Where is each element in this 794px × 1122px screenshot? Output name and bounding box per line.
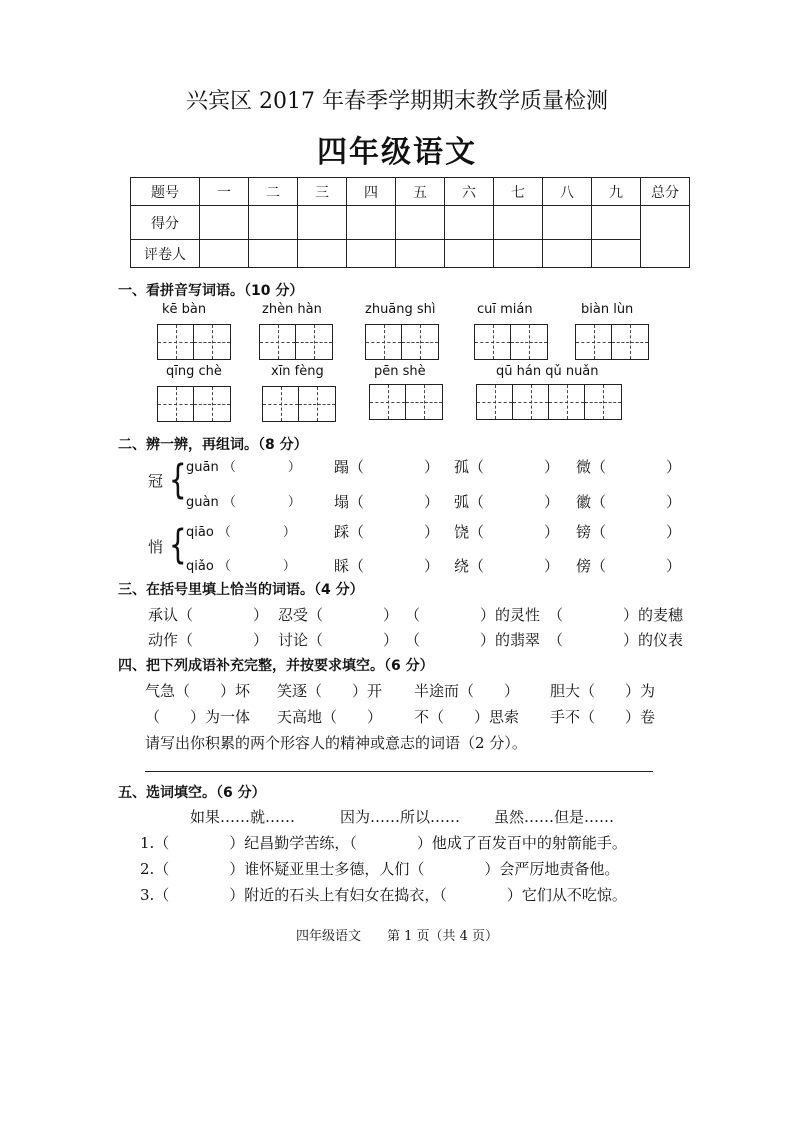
score-cell [249,206,298,240]
word-option: 虽然……但是…… [494,808,615,826]
writing-grid [157,324,231,360]
pinyin-label: biàn lùn [581,302,634,317]
score-cell [298,240,347,268]
score-cell [347,240,396,268]
brace-icon: { [168,522,187,568]
score-header-cell: 一 [200,178,249,206]
choice-item: 镑（ ） [576,523,682,541]
section5-heading: 五、选词填空。（6 分） [118,785,266,801]
score-cell [200,240,249,268]
score-cell [249,240,298,268]
choice-item: 饶（ ） [454,523,560,541]
page-footer: 四年级语文 第 1 页（共 4 页） [295,929,499,944]
brace-icon: { [168,457,187,503]
score-cell [445,240,494,268]
writing-grid [474,324,548,360]
total-score-cell [641,206,690,268]
score-cell [592,206,641,240]
section2-heading: 二、辨一辨，再组词。（8 分） [118,437,308,453]
pinyin-label: kē bàn [162,302,207,317]
score-cell [543,240,592,268]
fill-item: 承认（ ） [148,606,269,624]
score-header-cell: 三 [298,178,347,206]
choice-item: 弧（ ） [454,493,560,511]
section4-prompt: 请写出你积累的两个形容人的精神或意志的词语（2 分）。 [145,734,527,752]
score-cell [494,206,543,240]
pinyin-label: cuī mián [477,302,533,317]
writing-grid [369,384,443,420]
choice-item: 徽（ ） [576,493,682,511]
score-table [130,177,690,268]
score-cell [494,240,543,268]
choice-item: guān （ ） [186,460,301,475]
pinyin-label: zhuāng shì [365,302,436,317]
answer-line [145,771,653,772]
choice-item: 蹋（ ） [334,458,440,476]
sentence-item: 2.（ ）谁怀疑亚里士多德，人们（ ）会严厉地责备他。 [140,860,620,878]
fill-item: 忍受（ ） [278,606,399,624]
score-header-cell: 总分 [641,178,690,206]
idiom-item: 气急（ ）坏 [145,682,251,700]
sentence-item: 3.（ ）附近的石头上有妇女在捣衣，（ ）它们从不吃惊。 [140,886,627,904]
score-header-cell: 二 [249,178,298,206]
writing-grid [262,386,336,422]
choice-item: 塌（ ） [334,493,440,511]
subject-title: 四年级语文 [317,135,477,170]
fill-item: （ ）的翡翠 [405,631,541,649]
score-cell [396,240,445,268]
pinyin-label: pēn shè [374,364,426,379]
writing-grid [259,324,333,360]
writing-grid [365,324,439,360]
idiom-item: 半途而（ ） [414,682,520,700]
score-header-cell: 题号 [131,178,200,206]
idiom-item: （ ）为一体 [145,708,251,726]
score-cell [543,206,592,240]
idiom-item: 不（ ）思索 [414,708,520,726]
score-header-cell: 四 [347,178,396,206]
choice-item: 傍（ ） [576,557,682,575]
fill-item: 动作（ ） [148,631,269,649]
base-char: 冠 [148,472,164,490]
fill-item: （ ）的灵性 [405,606,541,624]
base-char: 悄 [148,538,164,556]
score-cell [347,206,396,240]
choice-item: qiāo （ ） [186,525,296,540]
idiom-item: 笑逐（ ）开 [277,682,383,700]
idiom-item: 胆大（ ）为 [550,682,656,700]
score-header-cell: 六 [445,178,494,206]
choice-item: qiǎo （ ） [186,559,296,574]
fill-item: （ ）的仪表 [548,631,684,649]
word-option: 因为……所以…… [340,808,461,826]
writing-grid [575,324,649,360]
pinyin-label: zhèn hàn [262,302,322,317]
idiom-item: 手不（ ）卷 [550,708,656,726]
choice-item: 孤（ ） [454,458,560,476]
score-header-cell: 七 [494,178,543,206]
score-header-cell: 八 [543,178,592,206]
score-row-label: 评卷人 [131,240,200,268]
fill-item: （ ）的麦穗 [548,606,684,624]
writing-grid [157,386,231,422]
word-option: 如果……就…… [190,808,296,826]
fill-item: 讨论（ ） [278,631,399,649]
choice-item: 踩（ ） [334,523,440,541]
score-cell [396,206,445,240]
choice-item: guàn （ ） [186,495,301,510]
pinyin-label: qū hán qǔ nuǎn [496,364,599,379]
score-row-label: 得分 [131,206,200,240]
idiom-item: 天高地（ ） [277,708,383,726]
score-header-cell: 九 [592,178,641,206]
section3-heading: 三、在括号里填上恰当的词语。（4 分） [118,582,364,598]
score-cell [592,240,641,268]
pinyin-label: qīng chè [166,364,222,379]
section4-heading: 四、把下列成语补充完整，并按要求填空。（6 分） [118,658,434,674]
choice-item: 绕（ ） [454,557,560,575]
section1-heading: 一、看拼音写词语。（10 分） [118,283,304,299]
writing-grid [476,384,622,420]
score-header-cell: 五 [396,178,445,206]
exam-title: 兴宾区 2017 年春季学期期末教学质量检测 [186,89,608,114]
pinyin-label: xīn fèng [271,364,324,379]
score-cell [298,206,347,240]
choice-item: 微（ ） [576,458,682,476]
sentence-item: 1.（ ）纪昌勤学苦练，（ ）他成了百发百中的射箭能手。 [140,834,627,852]
score-cell [445,206,494,240]
choice-item: 睬（ ） [334,557,440,575]
score-cell [200,206,249,240]
